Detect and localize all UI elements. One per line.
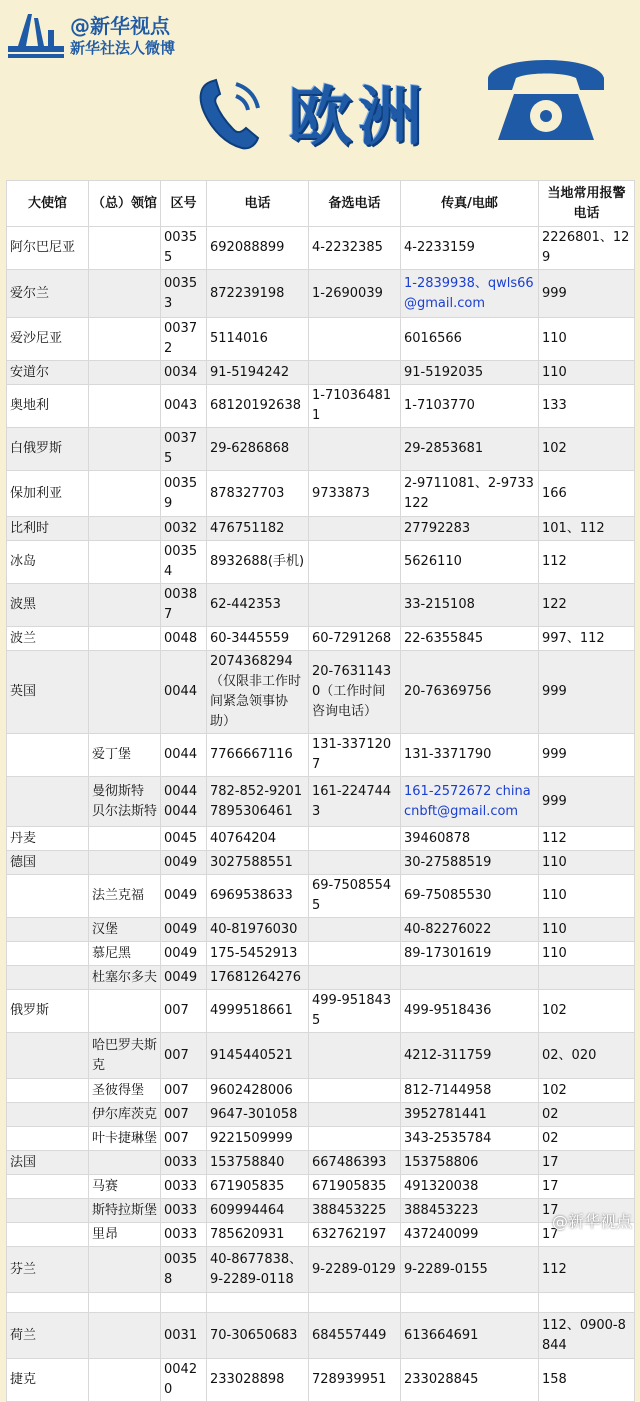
cell-embassy bbox=[7, 918, 89, 942]
cell-fax-email: 131-3371790 bbox=[401, 734, 539, 777]
cell-phone: 6969538633 bbox=[207, 875, 309, 918]
cell-consulate: 里昂 bbox=[89, 1223, 161, 1247]
cell-police-phone: 17 bbox=[539, 1223, 635, 1247]
cell-area-code: 007 bbox=[161, 1079, 207, 1103]
cell-police-phone: 110 bbox=[539, 361, 635, 385]
cell-embassy: 俄罗斯 bbox=[7, 990, 89, 1033]
cell-embassy bbox=[7, 777, 89, 827]
table-row bbox=[7, 966, 635, 990]
cell-phone: 8932688(手机) bbox=[207, 541, 309, 584]
cell-embassy bbox=[7, 1103, 89, 1127]
cell-embassy: 安道尔 bbox=[7, 361, 89, 385]
cell-phone: 3027588551 bbox=[207, 851, 309, 875]
cell-police-phone: 110 bbox=[539, 942, 635, 966]
cell-phone: 782-852-9201 7895306461 bbox=[207, 777, 309, 827]
table-row bbox=[7, 227, 635, 270]
cell-area-code: 007 bbox=[161, 1033, 207, 1079]
cell-police-phone: 112、0900-8844 bbox=[539, 1313, 635, 1359]
cell-consulate: 斯特拉斯堡 bbox=[89, 1199, 161, 1223]
cell-alt-phone bbox=[309, 942, 401, 966]
cell-alt-phone: 1-710364811 bbox=[309, 385, 401, 428]
table-row bbox=[7, 942, 635, 966]
header-embassy: 大使馆 bbox=[7, 181, 89, 227]
cell-area-code: 0049 bbox=[161, 851, 207, 875]
table-row bbox=[7, 990, 635, 1033]
cell-consulate: 马赛 bbox=[89, 1175, 161, 1199]
table-row bbox=[7, 584, 635, 627]
table-row bbox=[7, 1103, 635, 1127]
table-row bbox=[7, 1247, 635, 1293]
cell-phone: 5114016 bbox=[207, 318, 309, 361]
cell-alt-phone bbox=[309, 517, 401, 541]
cell-embassy: 冰岛 bbox=[7, 541, 89, 584]
cell-consulate: 法兰克福 bbox=[89, 875, 161, 918]
cell-police-phone bbox=[539, 966, 635, 990]
cell-embassy: 爱沙尼亚 bbox=[7, 318, 89, 361]
cell-police-phone: 999 bbox=[539, 777, 635, 827]
cell-fax-email: 20-76369756 bbox=[401, 651, 539, 734]
cell-embassy: 奥地利 bbox=[7, 385, 89, 428]
cell-area-code: 00387 bbox=[161, 584, 207, 627]
cell-police-phone: 110 bbox=[539, 875, 635, 918]
cell-phone: 872239198 bbox=[207, 270, 309, 318]
cell-phone: 91-5194242 bbox=[207, 361, 309, 385]
cell-fax-email bbox=[401, 966, 539, 990]
cell-embassy: 保加利亚 bbox=[7, 471, 89, 517]
cell-phone: 70-30650683 bbox=[207, 1313, 309, 1359]
cell-fax-email: 613664691 bbox=[401, 1313, 539, 1359]
cell-police-phone: 102 bbox=[539, 990, 635, 1033]
cell-police-phone: 02 bbox=[539, 1103, 635, 1127]
cell-alt-phone: 1-2690039 bbox=[309, 270, 401, 318]
table-row bbox=[7, 851, 635, 875]
cell-phone: 9647-301058 bbox=[207, 1103, 309, 1127]
header-fax-email: 传真/电邮 bbox=[401, 181, 539, 227]
cell-police-phone: 112 bbox=[539, 541, 635, 584]
cell-area-code: 0049 bbox=[161, 966, 207, 990]
cell-alt-phone bbox=[309, 966, 401, 990]
cell-police-phone: 17 bbox=[539, 1151, 635, 1175]
cell-fax-email: 2-9711081、2-9733122 bbox=[401, 471, 539, 517]
cell-area-code: 0049 bbox=[161, 918, 207, 942]
cell-consulate bbox=[89, 471, 161, 517]
table-row bbox=[7, 1293, 635, 1313]
cell-consulate bbox=[89, 517, 161, 541]
cell-embassy: 波黑 bbox=[7, 584, 89, 627]
cell-consulate bbox=[89, 227, 161, 270]
cell-embassy bbox=[7, 1199, 89, 1223]
cell-consulate bbox=[89, 827, 161, 851]
cell-fax-email bbox=[401, 1293, 539, 1313]
cell-alt-phone bbox=[309, 918, 401, 942]
cell-phone: 233028898 bbox=[207, 1359, 309, 1402]
cell-embassy bbox=[7, 1127, 89, 1151]
cell-area-code: 0033 bbox=[161, 1175, 207, 1199]
cell-alt-phone: 9733873 bbox=[309, 471, 401, 517]
table-row bbox=[7, 471, 635, 517]
cell-alt-phone bbox=[309, 851, 401, 875]
table-row bbox=[7, 1313, 635, 1359]
cell-fax-email: 1-2839938、qwls66@gmail.com bbox=[401, 270, 539, 318]
table-row bbox=[7, 918, 635, 942]
cell-police-phone: 2226801、129 bbox=[539, 227, 635, 270]
cell-phone: 17681264276 bbox=[207, 966, 309, 990]
table-row bbox=[7, 1175, 635, 1199]
cell-consulate: 伊尔库茨克 bbox=[89, 1103, 161, 1127]
table-row bbox=[7, 1127, 635, 1151]
cell-phone: 4999518661 bbox=[207, 990, 309, 1033]
cell-consulate: 慕尼黑 bbox=[89, 942, 161, 966]
cell-area-code: 0044 bbox=[161, 651, 207, 734]
header-consulate: （总）领馆 bbox=[89, 181, 161, 227]
table-row bbox=[7, 428, 635, 471]
cell-alt-phone bbox=[309, 428, 401, 471]
cell-police-phone: 166 bbox=[539, 471, 635, 517]
table-row bbox=[7, 1199, 635, 1223]
cell-consulate: 爱丁堡 bbox=[89, 734, 161, 777]
cell-alt-phone: 671905835 bbox=[309, 1175, 401, 1199]
cell-fax-email: 69-75085530 bbox=[401, 875, 539, 918]
cell-consulate bbox=[89, 990, 161, 1033]
cell-fax-email: 6016566 bbox=[401, 318, 539, 361]
cell-phone: 785620931 bbox=[207, 1223, 309, 1247]
cell-phone: 9145440521 bbox=[207, 1033, 309, 1079]
cell-area-code bbox=[161, 1293, 207, 1313]
cell-area-code: 0033 bbox=[161, 1151, 207, 1175]
cell-alt-phone: 499-9518435 bbox=[309, 990, 401, 1033]
cell-fax-email: 4212-311759 bbox=[401, 1033, 539, 1079]
cell-area-code: 0044 bbox=[161, 734, 207, 777]
cell-embassy: 芬兰 bbox=[7, 1247, 89, 1293]
cell-area-code: 0045 bbox=[161, 827, 207, 851]
cell-embassy bbox=[7, 1175, 89, 1199]
cell-alt-phone: 69-75085545 bbox=[309, 875, 401, 918]
cell-police-phone: 02、020 bbox=[539, 1033, 635, 1079]
table-row bbox=[7, 1033, 635, 1079]
cell-fax-email: 153758806 bbox=[401, 1151, 539, 1175]
cell-area-code: 007 bbox=[161, 1127, 207, 1151]
cell-phone: 40-81976030 bbox=[207, 918, 309, 942]
cell-alt-phone: 161-2247443 bbox=[309, 777, 401, 827]
cell-area-code: 007 bbox=[161, 1103, 207, 1127]
cell-alt-phone: 728939951 bbox=[309, 1359, 401, 1402]
cell-police-phone: 158 bbox=[539, 1359, 635, 1402]
cell-area-code: 0033 bbox=[161, 1223, 207, 1247]
cell-area-code: 0049 bbox=[161, 942, 207, 966]
cell-alt-phone bbox=[309, 827, 401, 851]
cell-area-code: 0032 bbox=[161, 517, 207, 541]
cell-consulate bbox=[89, 541, 161, 584]
cell-fax-email: 22-6355845 bbox=[401, 627, 539, 651]
cell-fax-email: 4-2233159 bbox=[401, 227, 539, 270]
cell-embassy: 德国 bbox=[7, 851, 89, 875]
cell-consulate bbox=[89, 1359, 161, 1402]
cell-phone: 2074368294（仅限非工作时间紧急领事协助） bbox=[207, 651, 309, 734]
header bbox=[0, 0, 640, 180]
cell-consulate bbox=[89, 1313, 161, 1359]
cell-phone: 40764204 bbox=[207, 827, 309, 851]
cell-phone: 40-8677838、9-2289-0118 bbox=[207, 1247, 309, 1293]
cell-embassy bbox=[7, 1033, 89, 1079]
cell-phone: 175-5452913 bbox=[207, 942, 309, 966]
cell-alt-phone: 20-76311430（工作时间咨询电话） bbox=[309, 651, 401, 734]
cell-alt-phone: 667486393 bbox=[309, 1151, 401, 1175]
cell-fax-email: 9-2289-0155 bbox=[401, 1247, 539, 1293]
table-row bbox=[7, 1223, 635, 1247]
header-area-code: 区号 bbox=[161, 181, 207, 227]
cell-fax-email: 233028845 bbox=[401, 1359, 539, 1402]
cell-fax-email: 91-5192035 bbox=[401, 361, 539, 385]
cell-fax-email: 499-9518436 bbox=[401, 990, 539, 1033]
cell-phone bbox=[207, 1293, 309, 1313]
cell-police-phone: 110 bbox=[539, 318, 635, 361]
cell-consulate: 圣彼得堡 bbox=[89, 1079, 161, 1103]
cell-police-phone: 02 bbox=[539, 1127, 635, 1151]
cell-police-phone bbox=[539, 1293, 635, 1313]
header-police-phone: 当地常用报警电话 bbox=[539, 181, 635, 227]
cell-police-phone: 999 bbox=[539, 734, 635, 777]
cell-police-phone: 122 bbox=[539, 584, 635, 627]
cell-phone: 9602428006 bbox=[207, 1079, 309, 1103]
cell-consulate bbox=[89, 1247, 161, 1293]
cell-consulate bbox=[89, 627, 161, 651]
table-body bbox=[7, 227, 635, 1402]
table-row bbox=[7, 875, 635, 918]
cell-consulate bbox=[89, 270, 161, 318]
cell-consulate bbox=[89, 428, 161, 471]
cell-embassy: 丹麦 bbox=[7, 827, 89, 851]
table-row bbox=[7, 385, 635, 428]
cell-embassy: 阿尔巴尼亚 bbox=[7, 227, 89, 270]
cell-area-code: 00375 bbox=[161, 428, 207, 471]
cell-fax-email: 33-215108 bbox=[401, 584, 539, 627]
brand-handle: @新华视点 bbox=[70, 14, 170, 38]
cell-alt-phone bbox=[309, 361, 401, 385]
cell-consulate bbox=[89, 318, 161, 361]
cell-fax-email: 89-17301619 bbox=[401, 942, 539, 966]
cell-alt-phone: 684557449 bbox=[309, 1313, 401, 1359]
cell-consulate bbox=[89, 385, 161, 428]
cell-police-phone: 112 bbox=[539, 827, 635, 851]
cell-fax-email: 161-2572672 chinacnbft@gmail.com bbox=[401, 777, 539, 827]
cell-embassy: 荷兰 bbox=[7, 1313, 89, 1359]
cell-police-phone: 101、112 bbox=[539, 517, 635, 541]
cell-phone: 7766667116 bbox=[207, 734, 309, 777]
cell-police-phone: 102 bbox=[539, 428, 635, 471]
table-row bbox=[7, 318, 635, 361]
cell-police-phone: 102 bbox=[539, 1079, 635, 1103]
cell-area-code: 0043 bbox=[161, 385, 207, 428]
cell-police-phone: 112 bbox=[539, 1247, 635, 1293]
cell-embassy: 法国 bbox=[7, 1151, 89, 1175]
cell-area-code: 0044 0044 bbox=[161, 777, 207, 827]
table-row bbox=[7, 734, 635, 777]
cell-phone: 878327703 bbox=[207, 471, 309, 517]
cell-fax-email: 491320038 bbox=[401, 1175, 539, 1199]
cell-consulate: 曼彻斯特 贝尔法斯特 bbox=[89, 777, 161, 827]
cell-alt-phone bbox=[309, 1127, 401, 1151]
cell-fax-email: 30-27588519 bbox=[401, 851, 539, 875]
cell-fax-email: 1-7103770 bbox=[401, 385, 539, 428]
cell-phone: 9221509999 bbox=[207, 1127, 309, 1151]
cell-alt-phone bbox=[309, 318, 401, 361]
table-row bbox=[7, 270, 635, 318]
cell-embassy bbox=[7, 734, 89, 777]
cell-alt-phone bbox=[309, 1033, 401, 1079]
table-row bbox=[7, 827, 635, 851]
cell-consulate: 哈巴罗夫斯克 bbox=[89, 1033, 161, 1079]
brand bbox=[8, 8, 175, 64]
cell-phone: 60-3445559 bbox=[207, 627, 309, 651]
cell-area-code: 0034 bbox=[161, 361, 207, 385]
cell-police-phone: 17 bbox=[539, 1199, 635, 1223]
header-phone: 电话 bbox=[207, 181, 309, 227]
table-row bbox=[7, 1359, 635, 1402]
cell-alt-phone bbox=[309, 1079, 401, 1103]
cell-embassy: 爱尔兰 bbox=[7, 270, 89, 318]
cell-embassy: 比利时 bbox=[7, 517, 89, 541]
table-row bbox=[7, 1079, 635, 1103]
cell-police-phone: 999 bbox=[539, 270, 635, 318]
cell-consulate bbox=[89, 851, 161, 875]
cell-fax-email: 5626110 bbox=[401, 541, 539, 584]
cell-phone: 671905835 bbox=[207, 1175, 309, 1199]
cell-area-code: 0048 bbox=[161, 627, 207, 651]
cell-embassy bbox=[7, 875, 89, 918]
cell-area-code: 007 bbox=[161, 990, 207, 1033]
cell-fax-email: 3952781441 bbox=[401, 1103, 539, 1127]
cell-embassy bbox=[7, 1079, 89, 1103]
table-row bbox=[7, 1151, 635, 1175]
cell-embassy: 英国 bbox=[7, 651, 89, 734]
cell-police-phone: 110 bbox=[539, 918, 635, 942]
cell-area-code: 0049 bbox=[161, 875, 207, 918]
cell-area-code: 00353 bbox=[161, 270, 207, 318]
cell-phone: 609994464 bbox=[207, 1199, 309, 1223]
cell-phone: 476751182 bbox=[207, 517, 309, 541]
cell-alt-phone: 4-2232385 bbox=[309, 227, 401, 270]
cell-embassy bbox=[7, 1223, 89, 1247]
cell-fax-email: 29-2853681 bbox=[401, 428, 539, 471]
cell-police-phone: 17 bbox=[539, 1175, 635, 1199]
cell-fax-email: 437240099 bbox=[401, 1223, 539, 1247]
brand-subtitle: 新华社法人微博 bbox=[70, 39, 176, 57]
logo-tower-icon bbox=[8, 8, 64, 64]
cell-consulate: 叶卡捷琳堡 bbox=[89, 1127, 161, 1151]
cell-embassy bbox=[7, 1293, 89, 1313]
cell-fax-email: 27792283 bbox=[401, 517, 539, 541]
cell-area-code: 00358 bbox=[161, 1247, 207, 1293]
cell-alt-phone: 388453225 bbox=[309, 1199, 401, 1223]
cell-consulate: 杜塞尔多夫 bbox=[89, 966, 161, 990]
cell-alt-phone bbox=[309, 1293, 401, 1313]
cell-consulate bbox=[89, 1293, 161, 1313]
cell-phone: 153758840 bbox=[207, 1151, 309, 1175]
handset-icon bbox=[196, 76, 268, 156]
cell-consulate bbox=[89, 361, 161, 385]
table-row bbox=[7, 651, 635, 734]
cell-consulate bbox=[89, 584, 161, 627]
watermark: @新华视点 bbox=[551, 1212, 632, 1231]
cell-area-code: 0031 bbox=[161, 1313, 207, 1359]
cell-alt-phone: 60-7291268 bbox=[309, 627, 401, 651]
cell-alt-phone bbox=[309, 1103, 401, 1127]
cell-police-phone: 999 bbox=[539, 651, 635, 734]
cell-alt-phone: 632762197 bbox=[309, 1223, 401, 1247]
table-row bbox=[7, 777, 635, 827]
cell-phone: 692088899 bbox=[207, 227, 309, 270]
cell-phone: 68120192638 bbox=[207, 385, 309, 428]
cell-consulate bbox=[89, 1151, 161, 1175]
cell-police-phone: 133 bbox=[539, 385, 635, 428]
telephone-icon bbox=[484, 44, 608, 148]
cell-consulate: 汉堡 bbox=[89, 918, 161, 942]
cell-alt-phone bbox=[309, 584, 401, 627]
cell-area-code: 00355 bbox=[161, 227, 207, 270]
cell-embassy: 白俄罗斯 bbox=[7, 428, 89, 471]
cell-fax-email: 40-82276022 bbox=[401, 918, 539, 942]
cell-area-code: 00420 bbox=[161, 1359, 207, 1402]
cell-area-code: 00359 bbox=[161, 471, 207, 517]
cell-embassy: 捷克 bbox=[7, 1359, 89, 1402]
cell-consulate bbox=[89, 651, 161, 734]
cell-phone: 29-6286868 bbox=[207, 428, 309, 471]
cell-area-code: 0033 bbox=[161, 1199, 207, 1223]
consulate-table bbox=[6, 180, 634, 1402]
cell-fax-email: 812-7144958 bbox=[401, 1079, 539, 1103]
table-row bbox=[7, 627, 635, 651]
cell-embassy bbox=[7, 966, 89, 990]
table-row bbox=[7, 541, 635, 584]
cell-area-code: 00354 bbox=[161, 541, 207, 584]
cell-alt-phone: 131-3371207 bbox=[309, 734, 401, 777]
cell-embassy: 波兰 bbox=[7, 627, 89, 651]
cell-alt-phone bbox=[309, 541, 401, 584]
cell-fax-email: 39460878 bbox=[401, 827, 539, 851]
cell-police-phone: 110 bbox=[539, 851, 635, 875]
table-row bbox=[7, 517, 635, 541]
cell-alt-phone: 9-2289-0129 bbox=[309, 1247, 401, 1293]
cell-phone: 62-442353 bbox=[207, 584, 309, 627]
cell-embassy bbox=[7, 942, 89, 966]
table-row bbox=[7, 361, 635, 385]
cell-fax-email: 388453223 bbox=[401, 1199, 539, 1223]
cell-area-code: 00372 bbox=[161, 318, 207, 361]
cell-fax-email: 343-2535784 bbox=[401, 1127, 539, 1151]
region-title: 欧洲 bbox=[288, 81, 428, 155]
header-alt-phone: 备选电话 bbox=[309, 181, 401, 227]
cell-police-phone: 997、112 bbox=[539, 627, 635, 651]
